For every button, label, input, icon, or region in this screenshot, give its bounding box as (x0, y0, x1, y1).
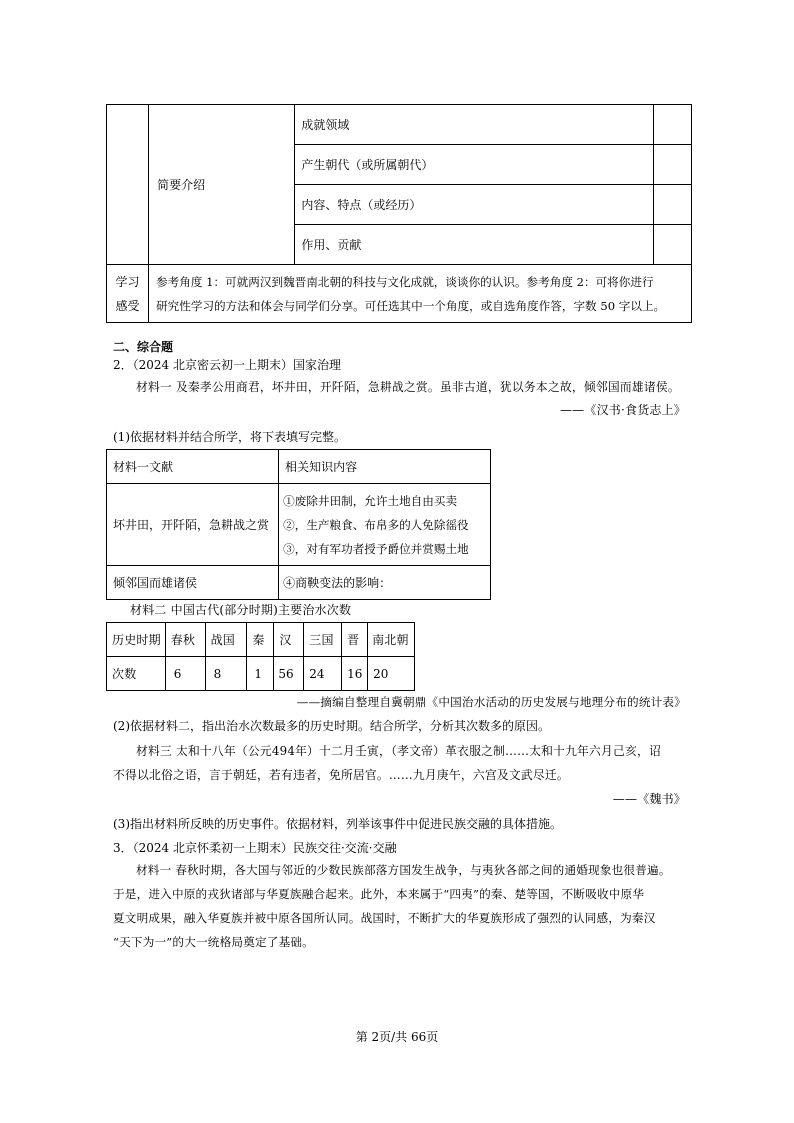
intro-label-cell (149, 105, 295, 265)
table-cell: 坏井田，开阡陌，急耕战之赏 (107, 484, 279, 566)
q3-line1: 材料一 春秋时期，各大国与邻近的少数民族部落方国发生战争，与夷狄各部之间的通婚现象也很普遍。 (136, 863, 671, 877)
period-cell: 三国 (304, 623, 342, 657)
blank-cell (107, 105, 149, 265)
q2-sub3: (3)指出材料所反映的历史事件。依据材料，列举该事件中促进民族交融的具体措施。 (113, 817, 563, 831)
count-cell: 56 (274, 657, 304, 691)
q2-sub2: (2)依据材料二，指出治水次数最多的历史时期。结合所学，分析其次数多的原因。 (113, 719, 551, 733)
answer-cell[interactable] (653, 105, 691, 145)
feel-content-cell: 参考角度 1：可就两汉到魏晋南北朝的科技与文化成就，谈谈你的认识。参考角度 2：可将你进行 研究性学习的方法和体会与同学们分享。可任选其中一个角度，或自选角度作答，字数 50 字以上。 (149, 265, 692, 323)
period-cell: 汉 (274, 623, 304, 657)
period-cell: 秦 (247, 623, 274, 657)
q3-line2: 于是，进入中原的戎狄诸部与华夏族融合起来。此外，本来属于“四夷”的秦、楚等国，不断吸收中原华 (113, 887, 645, 901)
q2-title: 2．（2024 北京密云初一上期末）国家治理 (113, 358, 341, 372)
row-label: 成就领域 (295, 105, 654, 145)
intro-label: 简要介绍 (157, 178, 206, 192)
count-cell: 1 (247, 657, 274, 691)
row-label: 内容、特点（或经历） (295, 185, 654, 225)
row-label: 产生朝代（或所属朝代） (295, 145, 654, 185)
q3-line3: 夏文明成果，融入华夏族并被中原各国所认同。战国时，不断扩大的华夏族形成了强烈的认同感，为秦汉 (113, 911, 656, 925)
period-cell: 南北朝 (368, 623, 415, 657)
table-header: 材料一文献 (107, 450, 279, 484)
period-cell: 战国 (205, 623, 247, 657)
count-cell: 20 (368, 657, 415, 691)
count-cell: 16 (342, 657, 368, 691)
feel-label-cell: 学习 感受 (107, 265, 149, 323)
q2-material1: 材料一 及秦孝公用商君，坏井田，开阡陌，急耕战之赏。虽非古道，犹以务本之故，倾邻国而雄诸侯。 (136, 380, 680, 394)
period-cell: 晋 (342, 623, 368, 657)
q2-material3-line1: 材料三 太和十八年（公元494年）十二月壬寅，（孝文帝）革衣服之制……太和十九年六月己亥，诏 (136, 744, 662, 758)
q2-source3: ——《魏书》 (612, 792, 686, 806)
count-cell: 8 (205, 657, 247, 691)
page-footer: 第 2页/共 66页 (355, 1030, 439, 1044)
top-table (106, 104, 692, 323)
count-cell: 6 (165, 657, 205, 691)
row-label: 作用、贡献 (295, 225, 654, 265)
table-cell: ①废除井田制，允许土地自由买卖 ②，生产粮食、布帛多的人免除徭役 ③，对有军功者授予爵位并赏赐土地 (279, 484, 491, 566)
answer-cell[interactable] (653, 185, 691, 225)
count-cell: 24 (304, 657, 342, 691)
section-title: 二、综合题 (113, 340, 174, 354)
knowledge-table (106, 449, 491, 600)
count-header: 次数 (107, 657, 166, 691)
table-cell[interactable]: ④商鞅变法的影响： (279, 566, 491, 600)
table-header: 相关知识内容 (279, 450, 491, 484)
answer-cell[interactable] (653, 145, 691, 185)
period-header: 历史时期 (107, 623, 166, 657)
table-cell: 倾邻国而雄诸侯 (107, 566, 279, 600)
q2-source2: ——摘编自整理自冀朝鼎《中国治水活动的历史发展与地理分布的统计表》 (296, 695, 686, 709)
water-table (106, 622, 415, 691)
q2-source1: ——《汉书·食货志上》 (559, 403, 686, 417)
q2-material2-title: 材料二 中国古代(部分时期)主要治水次数 (130, 603, 352, 617)
answer-cell[interactable] (653, 225, 691, 265)
q3-title: 3．（2024 北京怀柔初一上期末）民族交往·交流·交融 (113, 841, 397, 855)
q3-line4: “天下为一”的大一统格局奠定了基础。 (113, 935, 314, 949)
period-cell: 春秋 (165, 623, 205, 657)
q2-sub1: (1)依据材料并结合所学，将下表填写完整。 (113, 430, 346, 444)
q2-material3-line2: 不得以北俗之语，言于朝廷，若有违者，免所居官。……九月庚午，六宫及文武尽迁。 (113, 768, 569, 782)
